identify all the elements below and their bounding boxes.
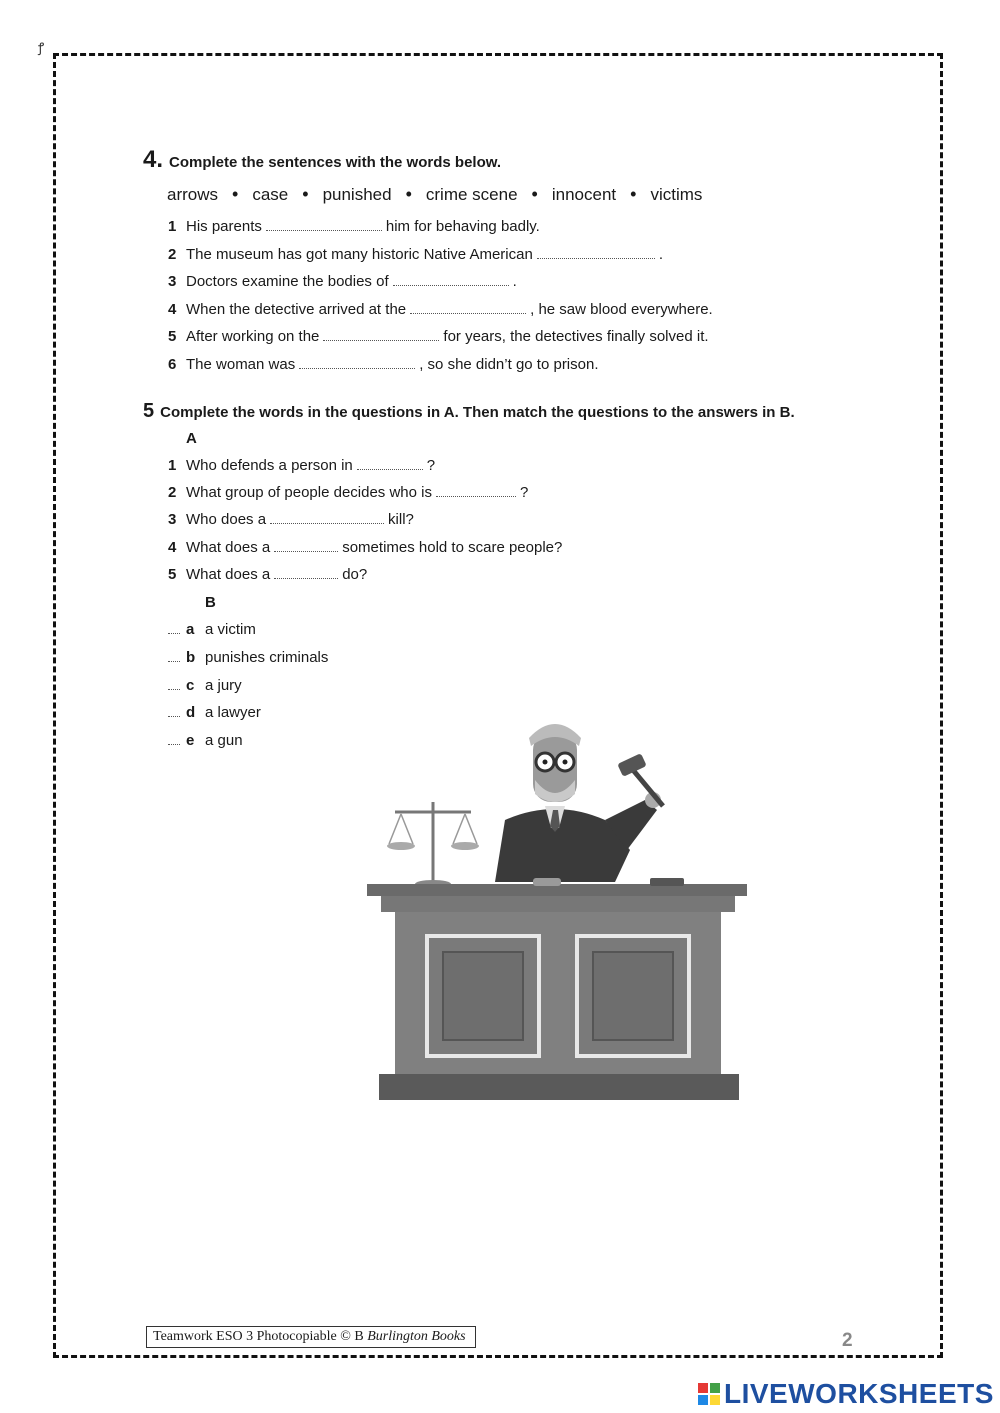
page-number: 2 bbox=[842, 1330, 853, 1351]
logo-text: LIVEWORKSHEETS bbox=[724, 1378, 994, 1409]
exercise-4-instruction: Complete the sentences with the words below. bbox=[169, 154, 502, 171]
question-end: ? bbox=[426, 457, 436, 474]
ex4-sentence-2 bbox=[168, 246, 663, 263]
item-number: 1 bbox=[168, 218, 177, 235]
match-blank[interactable] bbox=[168, 706, 180, 717]
ex5-question-3 bbox=[168, 511, 414, 528]
question-end: ? bbox=[519, 484, 529, 501]
answer-text: a gun bbox=[205, 732, 243, 749]
item-number: 6 bbox=[168, 356, 177, 373]
letter-blanks[interactable] bbox=[274, 541, 338, 552]
item-number: 5 bbox=[168, 328, 177, 345]
sentence-end: , so she didn’t go to prison. bbox=[419, 356, 599, 373]
answer-letter: a bbox=[186, 621, 195, 638]
ex4-sentence-1 bbox=[168, 218, 540, 235]
answer-a bbox=[168, 621, 256, 638]
sentence-end: , he saw blood everywhere. bbox=[530, 301, 713, 318]
gavel-icon bbox=[617, 753, 663, 806]
answer-blank[interactable] bbox=[299, 358, 415, 369]
ex4-sentence-6 bbox=[168, 356, 599, 373]
exercise-5-title bbox=[143, 400, 795, 423]
sentence-end: . bbox=[512, 273, 517, 290]
answer-e bbox=[168, 732, 243, 749]
answer-blank[interactable] bbox=[537, 248, 655, 259]
letter-blanks[interactable] bbox=[274, 568, 338, 579]
answer-text: a victim bbox=[205, 621, 256, 638]
item-number: 3 bbox=[168, 273, 177, 290]
question-end: sometimes hold to scare people? bbox=[342, 539, 563, 556]
letter-blanks[interactable] bbox=[357, 459, 423, 470]
exercise-5-number: 5 bbox=[143, 400, 155, 422]
item-number: 1 bbox=[168, 457, 177, 474]
match-blank[interactable] bbox=[168, 623, 180, 634]
match-blank[interactable] bbox=[168, 651, 180, 662]
letter-blanks[interactable] bbox=[270, 513, 384, 524]
answer-text: a lawyer bbox=[205, 704, 261, 721]
burlington-logo-mark: B bbox=[354, 1329, 364, 1344]
ex4-sentence-4 bbox=[168, 301, 713, 318]
exercise-4-number: 4. bbox=[143, 146, 164, 173]
answer-c bbox=[168, 677, 242, 694]
sentence-end: for years, the detectives finally solved it. bbox=[443, 328, 709, 345]
question-start: What does a bbox=[186, 539, 271, 556]
bullet: • bbox=[302, 184, 309, 204]
item-number: 2 bbox=[168, 246, 177, 263]
exercise-4-title bbox=[143, 146, 501, 174]
word-bank-item: victims bbox=[650, 184, 703, 204]
question-end: kill? bbox=[388, 511, 414, 528]
sentence-start: His parents bbox=[186, 218, 262, 235]
answer-blank[interactable] bbox=[323, 330, 439, 341]
answer-text: a jury bbox=[205, 677, 242, 694]
letter-blanks[interactable] bbox=[436, 486, 516, 497]
item-number: 2 bbox=[168, 484, 177, 501]
answer-blank[interactable] bbox=[393, 275, 509, 286]
item-number: 4 bbox=[168, 539, 177, 556]
sentence-start: After working on the bbox=[186, 328, 320, 345]
question-start: Who does a bbox=[186, 511, 267, 528]
publisher-name: Burlington Books bbox=[367, 1329, 466, 1344]
copyright-footer bbox=[146, 1326, 476, 1348]
ex5-question-5 bbox=[168, 566, 367, 583]
column-b-label: B bbox=[205, 594, 216, 611]
sentence-end: . bbox=[658, 246, 663, 263]
logo-squares-icon bbox=[698, 1383, 720, 1405]
bullet: • bbox=[531, 184, 538, 204]
sentence-start: The woman was bbox=[186, 356, 296, 373]
sentence-start: Doctors examine the bodies of bbox=[186, 273, 389, 290]
ex5-question-4 bbox=[168, 539, 562, 556]
match-blank[interactable] bbox=[168, 734, 180, 745]
sentence-start: The museum has got many historic Native American bbox=[186, 246, 533, 263]
ex5-question-1 bbox=[168, 457, 435, 474]
footer-text: Teamwork ESO 3 Photocopiable © bbox=[153, 1329, 355, 1344]
bullet: • bbox=[630, 184, 637, 204]
question-start: What group of people decides who is bbox=[186, 484, 432, 501]
answer-blank[interactable] bbox=[410, 303, 526, 314]
question-end: do? bbox=[342, 566, 368, 583]
judge-desk bbox=[367, 878, 747, 1100]
column-a-label: A bbox=[186, 430, 197, 447]
question-start: What does a bbox=[186, 566, 271, 583]
word-bank bbox=[167, 184, 702, 205]
ex4-sentence-5 bbox=[168, 328, 709, 345]
corner-mark: ꝭ bbox=[38, 40, 45, 55]
word-bank-item: innocent bbox=[551, 184, 617, 204]
answer-letter: e bbox=[186, 732, 195, 749]
judge-figure bbox=[495, 724, 661, 882]
item-number: 4 bbox=[168, 301, 177, 318]
question-start: Who defends a person in bbox=[186, 457, 353, 474]
item-number: 5 bbox=[168, 566, 177, 583]
sentence-start: When the detective arrived at the bbox=[186, 301, 407, 318]
answer-letter: b bbox=[186, 649, 196, 666]
liveworksheets-logo[interactable] bbox=[698, 1378, 994, 1410]
word-bank-item: arrows bbox=[167, 184, 219, 204]
word-bank-item: punished bbox=[322, 184, 392, 204]
match-blank[interactable] bbox=[168, 679, 180, 690]
word-bank-item: case bbox=[252, 184, 289, 204]
judge-illustration bbox=[365, 710, 750, 1105]
answer-text: punishes criminals bbox=[205, 649, 329, 666]
bullet: • bbox=[232, 184, 239, 204]
exercise-5-instruction: Complete the words in the questions in A. Then match the questions to the answers in B. bbox=[160, 404, 795, 421]
answer-blank[interactable] bbox=[266, 220, 382, 231]
answer-letter: c bbox=[186, 677, 195, 694]
sentence-end: him for behaving badly. bbox=[385, 218, 540, 235]
answer-letter: d bbox=[186, 704, 196, 721]
bullet: • bbox=[405, 184, 412, 204]
item-number: 3 bbox=[168, 511, 177, 528]
answer-b bbox=[168, 649, 328, 666]
answer-d bbox=[168, 704, 261, 721]
ex5-question-2 bbox=[168, 484, 528, 501]
ex4-sentence-3 bbox=[168, 273, 517, 290]
scales-of-justice-icon bbox=[387, 802, 479, 888]
word-bank-item: crime scene bbox=[425, 184, 518, 204]
